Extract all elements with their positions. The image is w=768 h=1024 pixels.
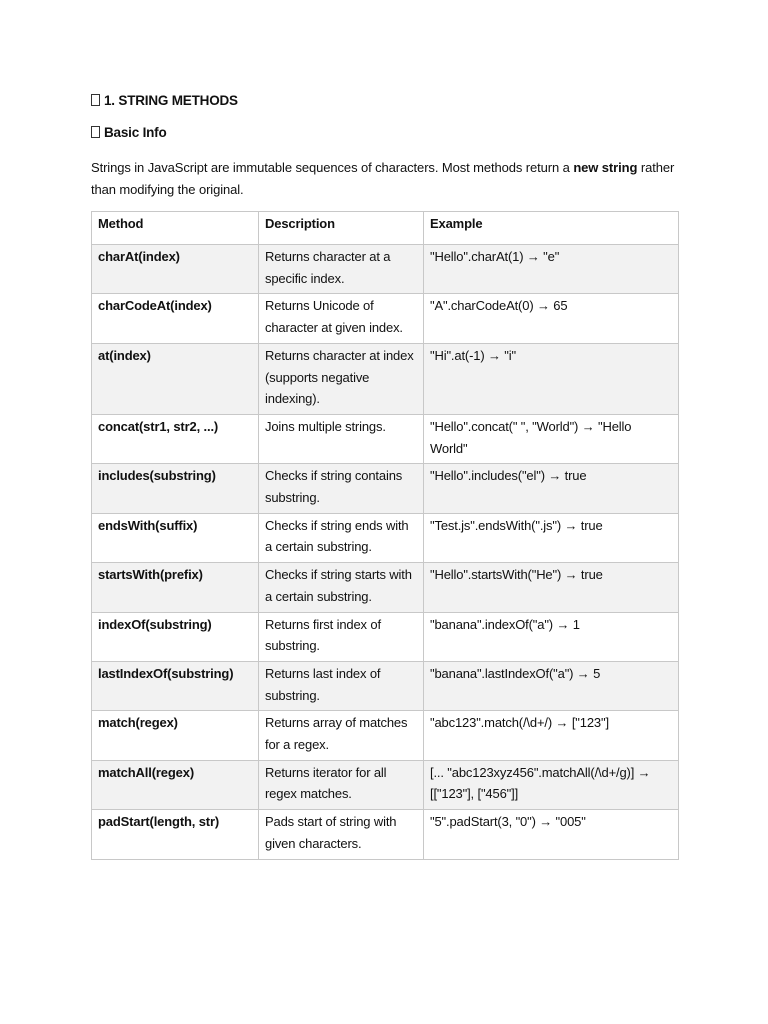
intro-text-start: Strings in JavaScript are immutable sequences of characters. Most methods return a	[91, 160, 574, 175]
intro-text-end: rather than modifying the original.	[91, 160, 675, 197]
description-cell: Returns Unicode of character at given index.	[259, 294, 424, 343]
description-cell: Checks if string starts with a certain substring.	[259, 563, 424, 612]
section-title: 1. STRING METHODS	[104, 93, 238, 108]
description-cell: Returns array of matches for a regex.	[259, 711, 424, 760]
description-cell: Returns character at a specific index.	[259, 245, 424, 294]
method-cell: padStart(length, str)	[92, 810, 259, 859]
method-cell: concat(str1, str2, ...)	[92, 414, 259, 463]
intro-bold-text: new string	[573, 160, 638, 175]
description-cell: Returns last index of substring.	[259, 661, 424, 710]
table-row	[92, 760, 679, 809]
method-cell: matchAll(regex)	[92, 760, 259, 809]
example-cell: "Hello".charAt(1) → "e"	[424, 245, 679, 294]
example-cell: "banana".indexOf("a") → 1	[424, 612, 679, 661]
missing-glyph-icon	[91, 126, 100, 138]
method-cell: startsWith(prefix)	[92, 563, 259, 612]
description-cell: Returns iterator for all regex matches.	[259, 760, 424, 809]
table-row	[92, 661, 679, 710]
method-cell: includes(substring)	[92, 464, 259, 513]
example-cell: "5".padStart(3, "0") → "005"	[424, 810, 679, 859]
description-cell: Checks if string ends with a certain substring.	[259, 513, 424, 562]
header-description: Description	[259, 212, 424, 245]
missing-glyph-icon	[91, 94, 100, 106]
example-cell: "A".charCodeAt(0) → 65	[424, 294, 679, 343]
table-header-row	[92, 212, 679, 245]
intro-paragraph	[91, 157, 681, 200]
string-methods-table	[91, 211, 679, 860]
header-example: Example	[424, 212, 679, 245]
example-cell: "Hello".includes("el") → true	[424, 464, 679, 513]
method-cell: match(regex)	[92, 711, 259, 760]
table-row	[92, 343, 679, 414]
table-row	[92, 414, 679, 463]
table-row	[92, 563, 679, 612]
example-cell: "Test.js".endsWith(".js") → true	[424, 513, 679, 562]
method-cell: charAt(index)	[92, 245, 259, 294]
description-cell: Checks if string contains substring.	[259, 464, 424, 513]
table-row	[92, 513, 679, 562]
table-row	[92, 294, 679, 343]
example-cell: "Hello".concat(" ", "World") → "Hello World"	[424, 414, 679, 463]
method-cell: indexOf(substring)	[92, 612, 259, 661]
table-row	[92, 464, 679, 513]
example-cell: "abc123".match(/\d+/) → ["123"]	[424, 711, 679, 760]
subsection-heading	[91, 125, 167, 140]
method-cell: lastIndexOf(substring)	[92, 661, 259, 710]
example-cell: [... "abc123xyz456".matchAll(/\d+/g)] → [["123"], ["456"]]	[424, 760, 679, 809]
example-cell: "banana".lastIndexOf("a") → 5	[424, 661, 679, 710]
table-row	[92, 612, 679, 661]
table-row	[92, 245, 679, 294]
example-cell: "Hello".startsWith("He") → true	[424, 563, 679, 612]
description-cell: Pads start of string with given characters.	[259, 810, 424, 859]
description-cell: Joins multiple strings.	[259, 414, 424, 463]
method-cell: at(index)	[92, 343, 259, 414]
header-method: Method	[92, 212, 259, 245]
example-cell: "Hi".at(-1) → "i"	[424, 343, 679, 414]
description-cell: Returns first index of substring.	[259, 612, 424, 661]
subsection-title: Basic Info	[104, 125, 167, 140]
method-cell: endsWith(suffix)	[92, 513, 259, 562]
section-heading	[91, 93, 238, 108]
table-row	[92, 711, 679, 760]
description-cell: Returns character at index (supports negative indexing).	[259, 343, 424, 414]
method-cell: charCodeAt(index)	[92, 294, 259, 343]
table-row	[92, 810, 679, 859]
